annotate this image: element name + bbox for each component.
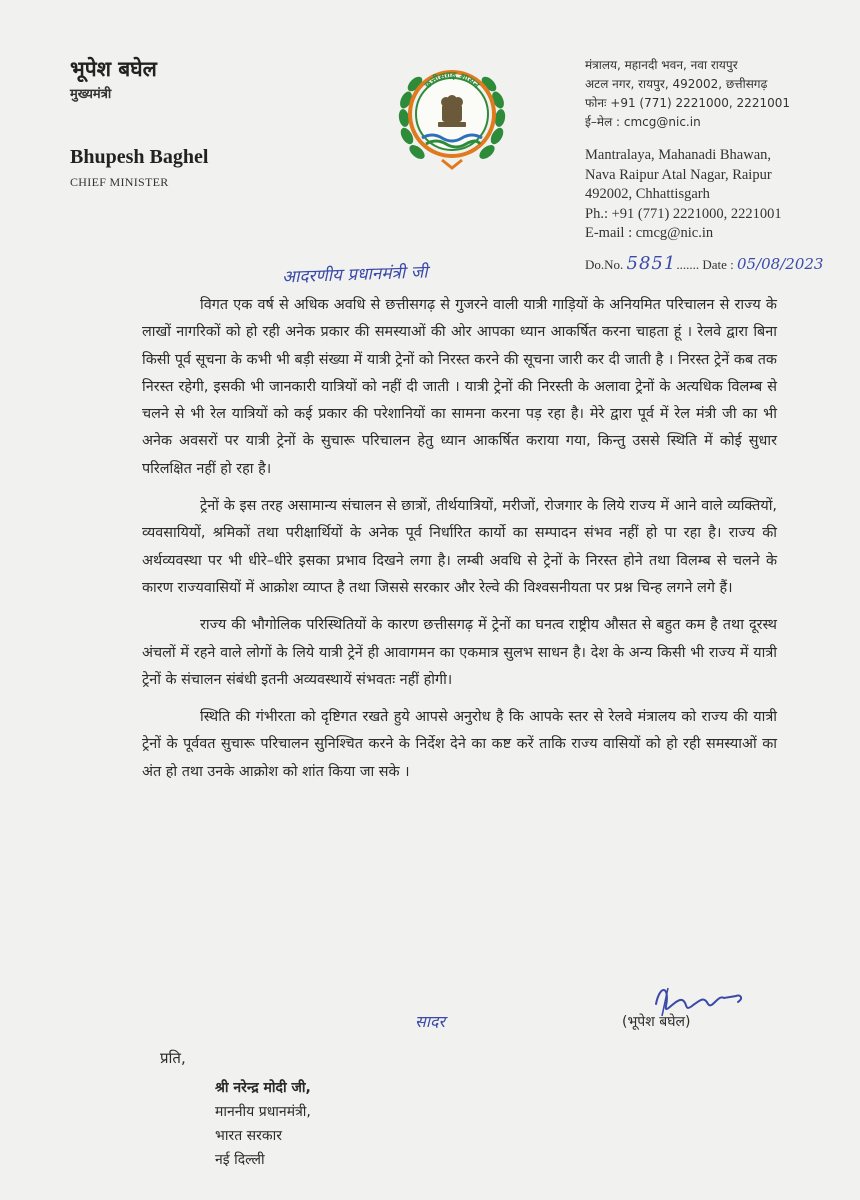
address-hindi-line: अटल नगर, रायपुर, 492002, छत्तीसगढ़ [585, 77, 768, 91]
address-hindi-line: मंत्रालय, महानदी भवन, नवा रायपुर [585, 58, 738, 72]
do-number: 5851 [626, 252, 677, 274]
emblem-text: छत्तीसगढ़ शासन [423, 70, 481, 91]
salutation: आदरणीय प्रधानमंत्री जी [281, 262, 429, 288]
body-paragraph: स्थिति की गंभीरता को दृष्टिगत रखते हुये आपसे अनुरोध है कि आपके स्तर से रेलवे मंत्रालय को राज्य की यात्री ट्रेनों के पूर्ववत सुचारू परिचालन सुनिश्चित करने के निर्देश देने का कष्ट करें ताकि राज्य वासियों को हो रही समस्याओं का अंत हो तथा उनके आक्रोश को शांत किया जा सके । [142, 709, 777, 780]
recipient-block [215, 1076, 311, 1172]
date-label: Date : [702, 256, 734, 272]
body-paragraph: राज्य की भौगोलिक परिस्थितियों के कारण छत्तीसगढ़ में ट्रेनों का घनत्व राष्ट्रीय औसत से बहुत कम है तथा दूरस्थ अंचलों में रहने वाले लोगों के लिये यात्री ट्रेनें ही आवागमन का एकमात्र सुलभ साधन है। देश के अन्य किसी भी राज्य में यात्री ट्रेनों के संचालन संबंधी इतनी अव्यवस्थायें संभवतः नहीं होगी। [142, 617, 777, 688]
recipient-designation: माननीय प्रधानमंत्री, [215, 1104, 311, 1120]
date-value: 05/08/2023 [737, 254, 824, 273]
address-english-line: Nava Raipur Atal Nagar, Raipur [585, 166, 772, 183]
letter-body [142, 292, 777, 796]
do-label: Do.No. [585, 256, 624, 272]
to-label: प्रति, [160, 1049, 186, 1067]
closing: सादर [415, 1012, 446, 1031]
recipient-city: नई दिल्ली [215, 1152, 265, 1168]
sender-title-english: CHIEF MINISTER [70, 175, 169, 189]
address-block [585, 56, 845, 274]
sender-block [70, 56, 208, 190]
recipient-office: भारत सरकार [215, 1128, 282, 1144]
sender-name-hindi: भूपेश बघेल [70, 57, 157, 81]
address-english-line: Mantralaya, Mahanadi Bhawan, [585, 147, 772, 163]
address-english-phone: Ph.: +91 (771) 2221000, 2221001 [585, 205, 782, 222]
address-english-email: E-mail : cmcg@nic.in [585, 225, 714, 241]
sender-name-english: Bhupesh Baghel [70, 146, 209, 168]
recipient-name: श्री नरेन्द्र मोदी जी, [215, 1080, 311, 1096]
address-english-line: 492002, Chhattisgarh [585, 186, 710, 202]
body-paragraph: ट्रेनों के इस तरह असामान्य संचालन से छात्रों, तीर्थयात्रियों, मरीजों, रोजगार के लिये राज्य में आने वाले व्यक्तियों, व्यवसायियों, श्रमिकों तथा परीक्षार्थियों के अनेक पूर्व निर्धारित कार्यो का सम्पादन संभव नहीं हो पा रहा है। राज्य की अर्थव्यवस्था पर भी धीरे–धीरे इसका प्रभाव दिखने लगा है। लम्बी अवधि से ट्रेनों के निरस्त होने तथा विलम्ब से चलने के कारण राज्यवासियों में आक्रोश व्याप्त है तथा जिससे सरकार और रेल्वे की विश्वसनीयता पर प्रश्न चिन्ह लगने लगे हैं। [142, 498, 777, 596]
body-paragraph: विगत एक वर्ष से अधिक अवधि से छत्तीसगढ़ से गुजरने वाली यात्री गाड़ियों के अनियमित परिचालन से राज्य के लाखों नागरिकों को हो रही अनेक प्रकार की समस्याओं की ओर आपका ध्यान आकर्षित करना चाहता हूं । रेलवे द्वारा बिना किसी पूर्व सूचना के कभी भी बड़ी संख्या में यात्री ट्रेनों को निरस्त करने की सूचना जारी कर दी जाती है । निरस्त ट्रेनें कब तक निरस्त रहेगी, इसकी भी जानकारी यात्रियों को नहीं दी जाती । यात्री ट्रेनों की निरस्ती के अलावा ट्रेनों के अत्यधिक विलम्ब से चलने से भी रेल यात्रियों को कई प्रकार की परेशानियों का सामना करना पड़ रहा है। मेरे द्वारा पूर्व में रेल मंत्री जी का भी अनेक अवसरों पर यात्री ट्रेनों के सुचारू परिचालन हेतु ध्यान आकर्षित कराया गया, किन्तु उससे स्थिति में कोई सुधार परिलक्षित नहीं हो रहा है। [142, 297, 777, 477]
address-english [585, 146, 845, 244]
address-hindi-email: ई–मेल : cmcg@nic.in [585, 115, 701, 129]
signer-name: (भूपेश बघेल) [622, 1014, 691, 1030]
sender-title-hindi: मुख्यमंत्री [70, 87, 112, 102]
state-emblem-logo [382, 48, 522, 188]
reference-line: Do.No. 5851....... Date : 05/08/2023 [585, 252, 824, 274]
address-hindi-phone: फोनः +91 (771) 2221000, 2221001 [585, 96, 790, 110]
